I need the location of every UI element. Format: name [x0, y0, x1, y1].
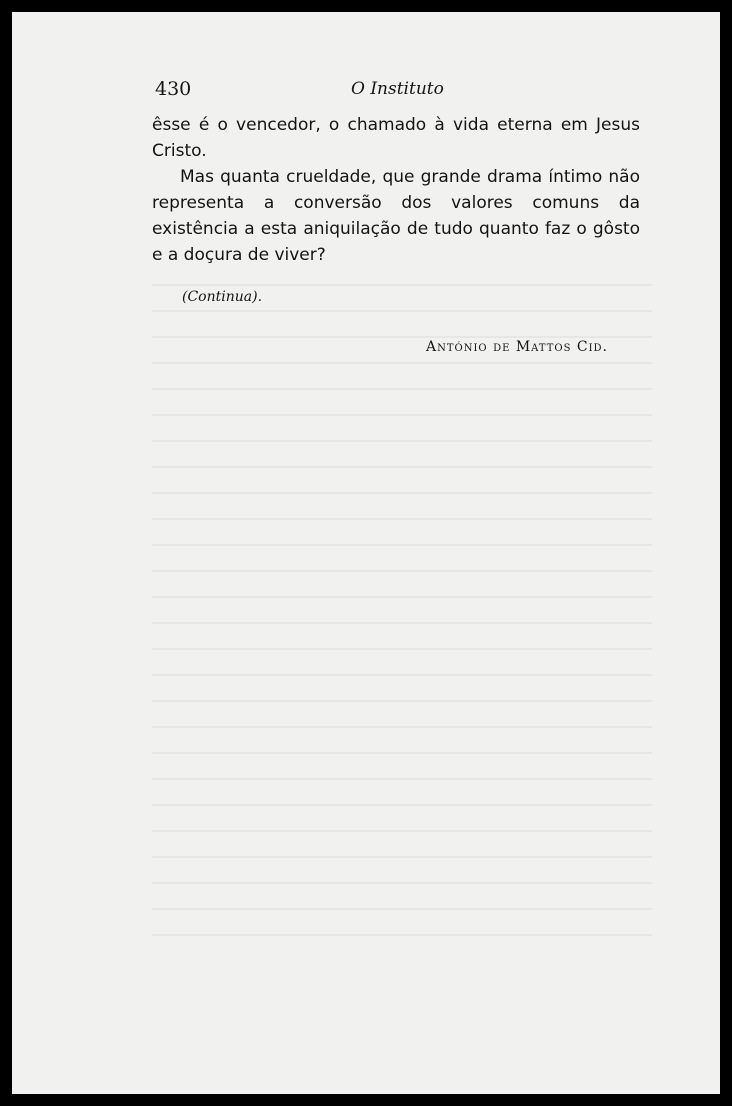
- continuation-note: (Continua).: [182, 289, 263, 305]
- document-page: [12, 12, 720, 1094]
- paragraph-1: êsse é o vencedor, o chamado à vida eterna em Jesus Cristo.: [152, 115, 640, 161]
- show-through-background: [152, 272, 652, 952]
- running-title: O Instituto: [351, 79, 444, 99]
- body-text: [152, 112, 640, 268]
- page-number: 430: [155, 78, 192, 100]
- running-header: [155, 78, 650, 106]
- paragraph-2: Mas quanta crueldade, que grande drama íntimo não representa a conversão dos valores comuns da existência a esta aniquilação de tudo quanto faz o gôsto e a doçura de viver?: [152, 167, 640, 265]
- author-signature: António de Mattos Cid.: [426, 339, 609, 355]
